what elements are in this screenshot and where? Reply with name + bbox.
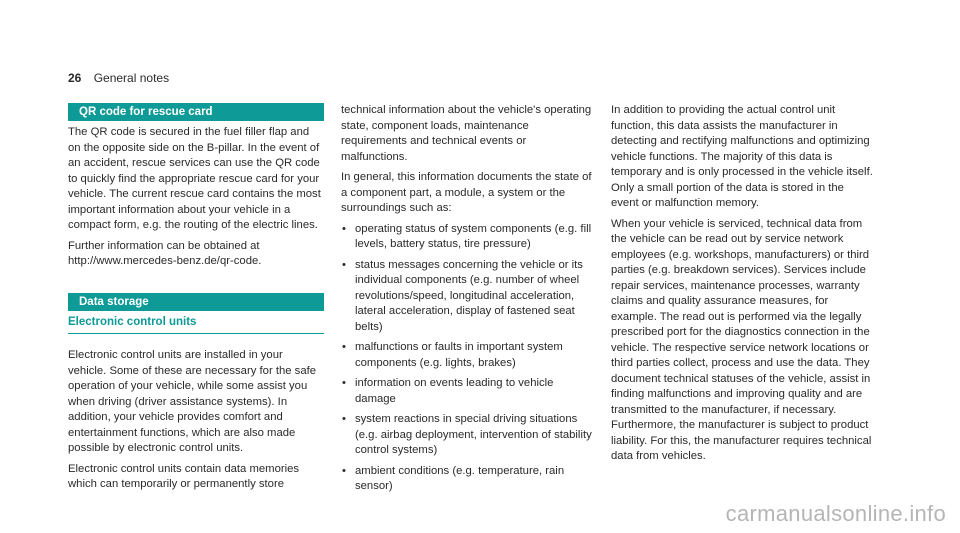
column-middle: [341, 103, 593, 500]
list-item: • system reactions in special driving situations (e.g. airbag deployment, intervention of stability control systems): [342, 413, 592, 456]
ecu-paragraph-2: Electronic control units contain data memories which can temporarily or permanently store: [68, 462, 300, 490]
list-item: • ambient conditions (e.g. temperature, rain sensor): [342, 464, 565, 492]
bullet-icon: •: [342, 341, 346, 353]
page-header: [68, 71, 169, 85]
ecu-subheading: Electronic control units: [68, 315, 324, 335]
column-left: [68, 103, 324, 498]
bullet-icon: •: [342, 413, 346, 425]
page-number: 26: [68, 71, 82, 85]
list-item: • information on events leading to vehicle damage: [342, 377, 554, 405]
list-item: • operating status of system components (e.g. fill levels, battery status, tire pressure): [342, 222, 592, 250]
list-item: • malfunctions or faults in important system components (e.g. lights, brakes): [342, 341, 563, 369]
watermark: carmanualsonline.info: [725, 501, 946, 526]
bullet-icon: •: [342, 222, 346, 235]
qr-paragraph-2: Further information can be obtained at http://www.mercedes-benz.de/qr-code.: [68, 239, 262, 267]
storage-heading: Data storage: [68, 293, 324, 311]
col2-paragraph-2: In general, this information documents the state of a component part, a module, a system or the surroundings such as:: [341, 171, 592, 214]
qr-paragraph-1: The QR code is secured in the fuel filler flap and on the opposite side on the B-pillar. In the event of an accident, rescue services can use the QR code to quickly find the appropriate rescue card for your vehicle. The current rescue card contains the most important information about your vehicle in a compact form, e.g. the routing of the electric lines.: [68, 126, 321, 231]
col3-paragraph-1: In addition to providing the actual control unit function, this data assists the manufacturer in detecting and rectifying malfunctions and optimizing vehicle functions. The majority of this data is temporary and is only processed in the vehicle itself. Only a small portion of the data is stored in the event or malfunction memory.: [611, 104, 873, 209]
list-item: • status messages concerning the vehicle or its individual components (e.g. number of wheel revolutions/speed, longitudinal acceleration, lateral acceleration, display of fastened seat belts): [342, 258, 583, 333]
data-types-list: [341, 222, 593, 495]
col3-paragraph-2: When your vehicle is serviced, technical data from the vehicle can be read out by service network employees (e.g. workshops, manufacturers) or third parties (e.g. breakdown services). Services include repair services, maintenance processes, warranty claims and quality assurance measures, for example. The read out is performed via the legally prescribed port for the diagnostics connection in the vehicle. The respective service network locations or third parties collect, process and use the data. They document technical statuses of the vehicle, assist in finding malfunctions and improving quality and are transmitted to the manufacturer, if necessary. Furthermore, the manufacturer is subject to product liability. For this, the manufacturer requires technical data from vehicles.: [611, 217, 872, 462]
bullet-icon: •: [342, 258, 346, 271]
section-title: General notes: [93, 71, 170, 85]
qr-heading: QR code for rescue card: [68, 103, 324, 121]
column-right: [611, 103, 873, 470]
col2-paragraph-1: technical information about the vehicle's operating state, component loads, maintenance requirements and technical events or malfunctions.: [341, 104, 592, 163]
ecu-paragraph-1: Electronic control units are installed in your vehicle. Some of these are necessary for the safe operation of your vehicle, while some assist you when driving (driver assistance systems). In addition, your vehicle provides comfort and entertainment functions, which are also made possible by electronic control units.: [68, 349, 317, 454]
bullet-icon: •: [342, 377, 346, 389]
bullet-icon: •: [342, 464, 346, 477]
